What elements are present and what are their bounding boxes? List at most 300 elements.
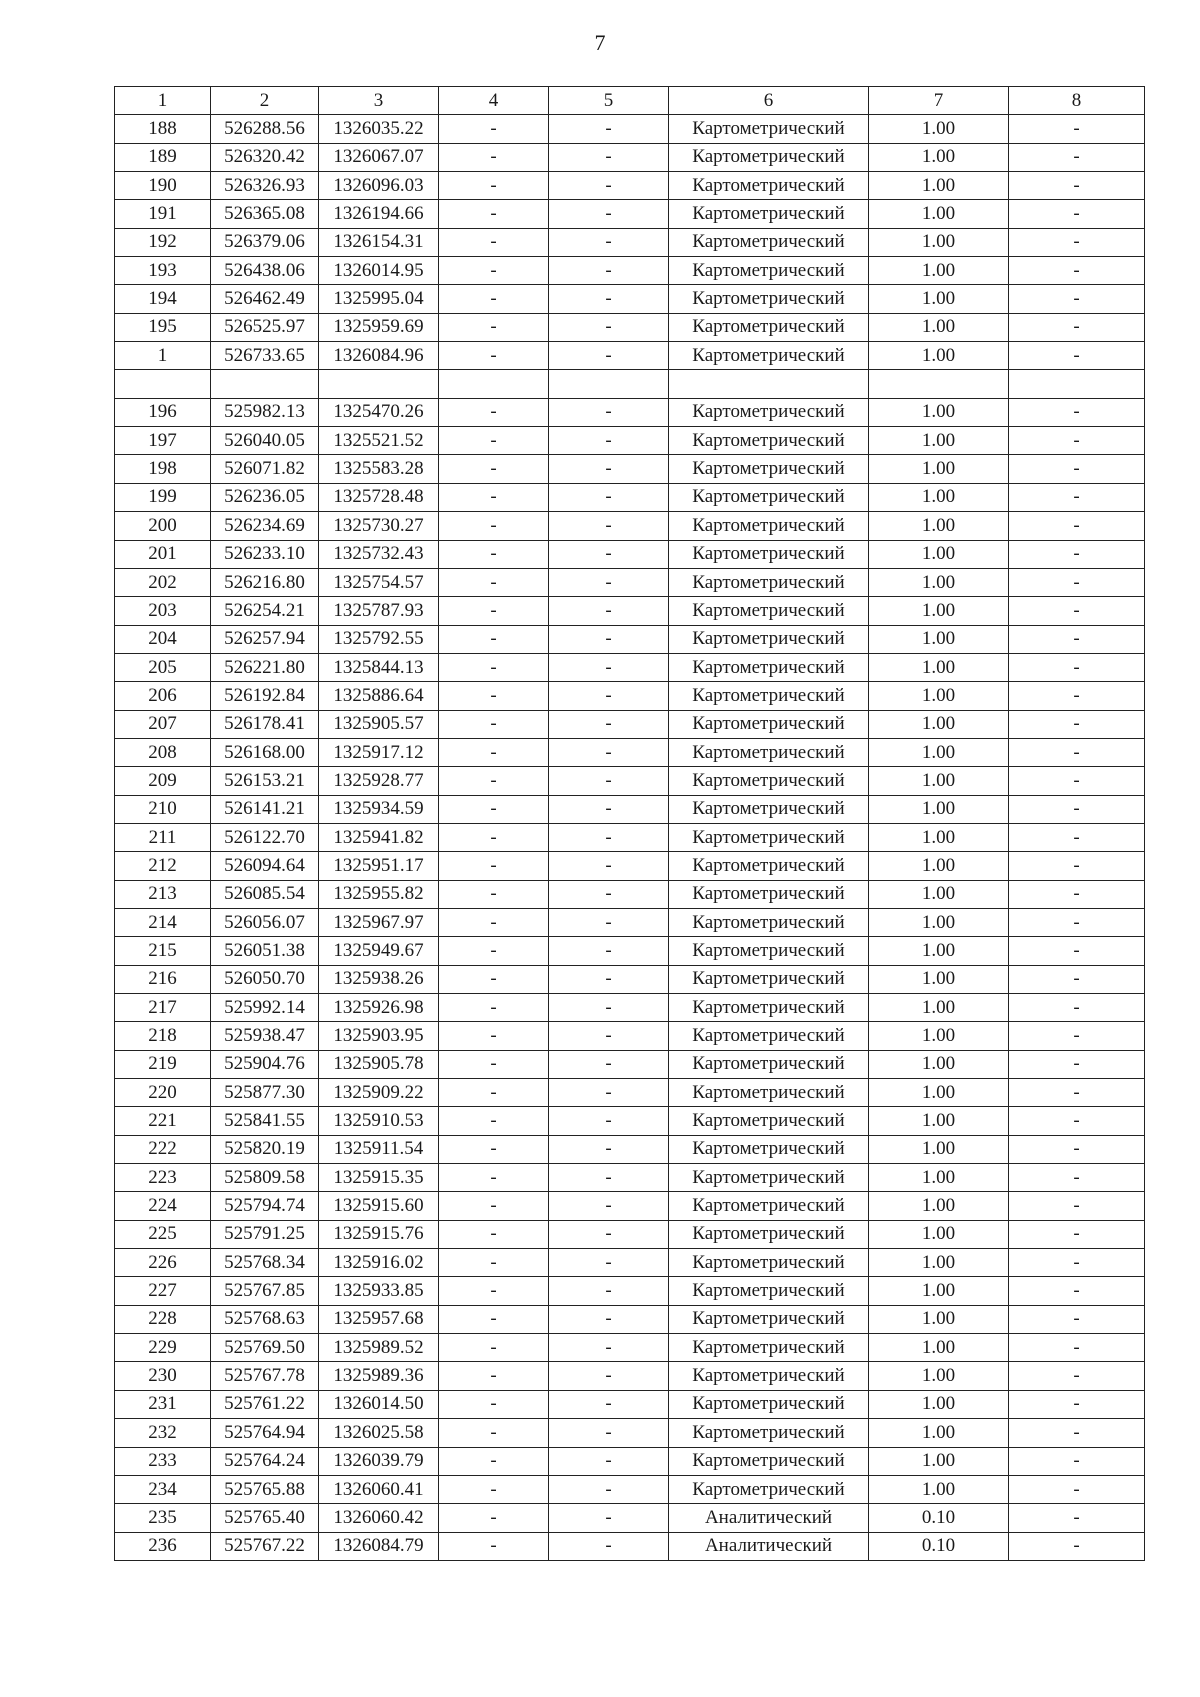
coord-y-cell: 1325934.59: [319, 795, 439, 823]
table-row: [115, 1362, 1145, 1390]
col4-cell: -: [439, 1447, 549, 1475]
col5-cell: -: [549, 653, 669, 681]
table-row: [115, 1079, 1145, 1107]
col4-cell: -: [439, 653, 549, 681]
coord-y-cell: 1325754.57: [319, 568, 439, 596]
col5-cell: -: [549, 342, 669, 370]
col4-cell: -: [439, 625, 549, 653]
coord-y-cell: 1326060.41: [319, 1475, 439, 1503]
coord-y-cell: 1326067.07: [319, 143, 439, 171]
precision-cell: 1.00: [869, 1107, 1009, 1135]
col4-cell: -: [439, 880, 549, 908]
point-number-cell: 222: [115, 1135, 211, 1163]
coord-x-cell: 526050.70: [211, 965, 319, 993]
precision-cell: 1.00: [869, 228, 1009, 256]
point-number-cell: 233: [115, 1447, 211, 1475]
precision-cell: 1.00: [869, 625, 1009, 653]
coord-x-cell: 526153.21: [211, 767, 319, 795]
col5-cell: -: [549, 1305, 669, 1333]
precision-cell: 1.00: [869, 398, 1009, 426]
method-cell: Картометрический: [669, 1447, 869, 1475]
method-cell: Картометрический: [669, 313, 869, 341]
precision-cell: 1.00: [869, 257, 1009, 285]
point-number-cell: [115, 370, 211, 398]
precision-cell: 1.00: [869, 1390, 1009, 1418]
coord-x-cell: 526438.06: [211, 257, 319, 285]
table-row: [115, 512, 1145, 540]
method-cell: Картометрический: [669, 1220, 869, 1248]
method-cell: Картометрический: [669, 965, 869, 993]
col4-cell: -: [439, 398, 549, 426]
col5-cell: -: [549, 200, 669, 228]
column-number-cell: 5: [549, 87, 669, 115]
point-number-cell: 199: [115, 483, 211, 511]
table-row: [115, 427, 1145, 455]
col5-cell: -: [549, 285, 669, 313]
col5-cell: -: [549, 625, 669, 653]
method-cell: Картометрический: [669, 568, 869, 596]
table-row: [115, 653, 1145, 681]
col4-cell: [439, 370, 549, 398]
table-row: [115, 313, 1145, 341]
col8-cell: -: [1009, 1135, 1145, 1163]
col4-cell: -: [439, 1164, 549, 1192]
table-row: [115, 965, 1145, 993]
col8-cell: -: [1009, 653, 1145, 681]
coord-y-cell: 1325909.22: [319, 1079, 439, 1107]
col4-cell: -: [439, 540, 549, 568]
col4-cell: -: [439, 285, 549, 313]
coord-x-cell: 525767.85: [211, 1277, 319, 1305]
coord-x-cell: 525761.22: [211, 1390, 319, 1418]
col4-cell: -: [439, 115, 549, 143]
col5-cell: -: [549, 512, 669, 540]
table-row: [115, 738, 1145, 766]
coord-y-cell: 1325941.82: [319, 823, 439, 851]
coord-y-cell: 1326035.22: [319, 115, 439, 143]
col8-cell: -: [1009, 1050, 1145, 1078]
table-row: [115, 937, 1145, 965]
method-cell: Картометрический: [669, 540, 869, 568]
coord-y-cell: 1325886.64: [319, 682, 439, 710]
column-number-cell: 2: [211, 87, 319, 115]
point-number-cell: 189: [115, 143, 211, 171]
precision-cell: 1.00: [869, 1334, 1009, 1362]
coord-x-cell: 525877.30: [211, 1079, 319, 1107]
col5-cell: -: [549, 937, 669, 965]
precision-cell: 1.00: [869, 1447, 1009, 1475]
col8-cell: -: [1009, 1164, 1145, 1192]
col5-cell: -: [549, 1135, 669, 1163]
coord-x-cell: 525764.24: [211, 1447, 319, 1475]
col8-cell: -: [1009, 1334, 1145, 1362]
col8-cell: -: [1009, 1220, 1145, 1248]
col4-cell: -: [439, 1022, 549, 1050]
col8-cell: [1009, 370, 1145, 398]
precision-cell: 1.00: [869, 767, 1009, 795]
col8-cell: -: [1009, 568, 1145, 596]
point-number-cell: 1: [115, 342, 211, 370]
table-row: [115, 115, 1145, 143]
point-number-cell: 212: [115, 852, 211, 880]
col8-cell: -: [1009, 823, 1145, 851]
col4-cell: -: [439, 795, 549, 823]
col8-cell: -: [1009, 427, 1145, 455]
col4-cell: -: [439, 1419, 549, 1447]
col8-cell: -: [1009, 540, 1145, 568]
table-row: [115, 172, 1145, 200]
method-cell: Картометрический: [669, 653, 869, 681]
col4-cell: -: [439, 738, 549, 766]
method-cell: Аналитический: [669, 1504, 869, 1532]
coord-x-cell: 525841.55: [211, 1107, 319, 1135]
table-row: [115, 1050, 1145, 1078]
point-number-cell: 190: [115, 172, 211, 200]
precision-cell: 1.00: [869, 994, 1009, 1022]
coord-x-cell: 526141.21: [211, 795, 319, 823]
point-number-cell: 219: [115, 1050, 211, 1078]
col8-cell: -: [1009, 1277, 1145, 1305]
method-cell: Картометрический: [669, 1390, 869, 1418]
col5-cell: -: [549, 228, 669, 256]
precision-cell: 1.00: [869, 1164, 1009, 1192]
point-number-cell: 210: [115, 795, 211, 823]
table-row: [115, 1192, 1145, 1220]
col5-cell: -: [549, 1022, 669, 1050]
point-number-cell: 230: [115, 1362, 211, 1390]
coord-y-cell: 1325967.97: [319, 908, 439, 936]
col8-cell: -: [1009, 710, 1145, 738]
precision-cell: 1.00: [869, 1135, 1009, 1163]
coord-x-cell: 525768.63: [211, 1305, 319, 1333]
col8-cell: -: [1009, 994, 1145, 1022]
coord-x-cell: 526178.41: [211, 710, 319, 738]
col4-cell: -: [439, 1334, 549, 1362]
point-number-cell: 215: [115, 937, 211, 965]
col8-cell: -: [1009, 1362, 1145, 1390]
col4-cell: -: [439, 143, 549, 171]
column-number-cell: 4: [439, 87, 549, 115]
precision-cell: 1.00: [869, 512, 1009, 540]
col8-cell: -: [1009, 937, 1145, 965]
coord-y-cell: 1325732.43: [319, 540, 439, 568]
coord-x-cell: 525820.19: [211, 1135, 319, 1163]
col5-cell: -: [549, 313, 669, 341]
table-row: [115, 767, 1145, 795]
point-number-cell: 188: [115, 115, 211, 143]
col4-cell: -: [439, 1220, 549, 1248]
col4-cell: -: [439, 1305, 549, 1333]
precision-cell: 1.00: [869, 143, 1009, 171]
method-cell: Картометрический: [669, 937, 869, 965]
col8-cell: -: [1009, 1107, 1145, 1135]
coord-x-cell: 526071.82: [211, 455, 319, 483]
col5-cell: -: [549, 823, 669, 851]
table-row: [115, 823, 1145, 851]
table-row: [115, 257, 1145, 285]
method-cell: Картометрический: [669, 483, 869, 511]
col5-cell: -: [549, 965, 669, 993]
precision-cell: 1.00: [869, 1475, 1009, 1503]
col8-cell: -: [1009, 965, 1145, 993]
col4-cell: -: [439, 1192, 549, 1220]
col4-cell: -: [439, 1107, 549, 1135]
coord-y-cell: 1325905.78: [319, 1050, 439, 1078]
col5-cell: -: [549, 143, 669, 171]
col5-cell: -: [549, 1504, 669, 1532]
coord-x-cell: 526094.64: [211, 852, 319, 880]
coord-y-cell: 1325955.82: [319, 880, 439, 908]
point-number-cell: 198: [115, 455, 211, 483]
col4-cell: -: [439, 1390, 549, 1418]
col8-cell: -: [1009, 738, 1145, 766]
method-cell: Картометрический: [669, 1050, 869, 1078]
precision-cell: 1.00: [869, 115, 1009, 143]
precision-cell: 1.00: [869, 597, 1009, 625]
col8-cell: -: [1009, 115, 1145, 143]
col8-cell: -: [1009, 1532, 1145, 1560]
column-number-cell: 6: [669, 87, 869, 115]
col5-cell: -: [549, 172, 669, 200]
coord-y-cell: 1326014.95: [319, 257, 439, 285]
precision-cell: 1.00: [869, 1362, 1009, 1390]
point-number-cell: 208: [115, 738, 211, 766]
point-number-cell: 192: [115, 228, 211, 256]
coord-x-cell: 526168.00: [211, 738, 319, 766]
col4-cell: -: [439, 994, 549, 1022]
method-cell: Картометрический: [669, 1277, 869, 1305]
table-row: [115, 1532, 1145, 1560]
point-number-cell: 213: [115, 880, 211, 908]
col5-cell: -: [549, 795, 669, 823]
coord-x-cell: 526320.42: [211, 143, 319, 171]
point-number-cell: 206: [115, 682, 211, 710]
col8-cell: -: [1009, 313, 1145, 341]
precision-cell: 1.00: [869, 1022, 1009, 1050]
table-row: [115, 710, 1145, 738]
point-number-cell: 211: [115, 823, 211, 851]
coord-x-cell: 526221.80: [211, 653, 319, 681]
col4-cell: -: [439, 965, 549, 993]
table-row: [115, 228, 1145, 256]
col8-cell: -: [1009, 625, 1145, 653]
table-row: [115, 1135, 1145, 1163]
coord-y-cell: 1326025.58: [319, 1419, 439, 1447]
col4-cell: -: [439, 1532, 549, 1560]
separator-row: [115, 370, 1145, 398]
col8-cell: -: [1009, 1390, 1145, 1418]
point-number-cell: 235: [115, 1504, 211, 1532]
col5-cell: -: [549, 1447, 669, 1475]
col5-cell: [549, 370, 669, 398]
coord-y-cell: 1325957.68: [319, 1305, 439, 1333]
coord-y-cell: 1325728.48: [319, 483, 439, 511]
method-cell: Аналитический: [669, 1532, 869, 1560]
precision-cell: 1.00: [869, 1192, 1009, 1220]
coord-y-cell: 1325583.28: [319, 455, 439, 483]
col4-cell: -: [439, 1362, 549, 1390]
precision-cell: 1.00: [869, 653, 1009, 681]
coord-y-cell: 1326096.03: [319, 172, 439, 200]
col4-cell: -: [439, 228, 549, 256]
col8-cell: -: [1009, 1504, 1145, 1532]
precision-cell: 1.00: [869, 285, 1009, 313]
table-row: [115, 880, 1145, 908]
coord-x-cell: 526365.08: [211, 200, 319, 228]
col4-cell: -: [439, 455, 549, 483]
precision-cell: 1.00: [869, 1079, 1009, 1107]
precision-cell: 1.00: [869, 880, 1009, 908]
precision-cell: 0.10: [869, 1504, 1009, 1532]
col8-cell: -: [1009, 1022, 1145, 1050]
col4-cell: -: [439, 1050, 549, 1078]
col4-cell: -: [439, 767, 549, 795]
coord-x-cell: 525765.88: [211, 1475, 319, 1503]
column-number-cell: 7: [869, 87, 1009, 115]
col5-cell: -: [549, 908, 669, 936]
col5-cell: -: [549, 257, 669, 285]
coord-x-cell: 526122.70: [211, 823, 319, 851]
col8-cell: -: [1009, 172, 1145, 200]
col5-cell: -: [549, 1107, 669, 1135]
precision-cell: 1.00: [869, 455, 1009, 483]
method-cell: Картометрический: [669, 738, 869, 766]
table-row: [115, 398, 1145, 426]
coord-y-cell: 1325844.13: [319, 653, 439, 681]
precision-cell: 1.00: [869, 540, 1009, 568]
precision-cell: 1.00: [869, 682, 1009, 710]
coord-x-cell: 525982.13: [211, 398, 319, 426]
coord-x-cell: 525764.94: [211, 1419, 319, 1447]
method-cell: Картометрический: [669, 398, 869, 426]
col4-cell: -: [439, 483, 549, 511]
table-row: [115, 1220, 1145, 1248]
coord-x-cell: 526525.97: [211, 313, 319, 341]
col4-cell: -: [439, 200, 549, 228]
coord-y-cell: 1326084.79: [319, 1532, 439, 1560]
table-row: [115, 852, 1145, 880]
method-cell: Картометрический: [669, 512, 869, 540]
col5-cell: -: [549, 427, 669, 455]
precision-cell: 1.00: [869, 568, 1009, 596]
col4-cell: -: [439, 710, 549, 738]
coord-y-cell: 1326154.31: [319, 228, 439, 256]
point-number-cell: 226: [115, 1249, 211, 1277]
method-cell: Картометрический: [669, 823, 869, 851]
col4-cell: -: [439, 852, 549, 880]
precision-cell: 1.00: [869, 1277, 1009, 1305]
table-row: [115, 1164, 1145, 1192]
method-cell: Картометрический: [669, 342, 869, 370]
coord-y-cell: 1325951.17: [319, 852, 439, 880]
coord-y-cell: 1325933.85: [319, 1277, 439, 1305]
method-cell: Картометрический: [669, 597, 869, 625]
precision-cell: 1.00: [869, 795, 1009, 823]
method-cell: Картометрический: [669, 1334, 869, 1362]
point-number-cell: 193: [115, 257, 211, 285]
coord-y-cell: 1325792.55: [319, 625, 439, 653]
method-cell: Картометрический: [669, 994, 869, 1022]
col8-cell: -: [1009, 1249, 1145, 1277]
col5-cell: -: [549, 1277, 669, 1305]
precision-cell: 1.00: [869, 738, 1009, 766]
coord-y-cell: 1325903.95: [319, 1022, 439, 1050]
table-body: [115, 87, 1145, 1561]
col8-cell: -: [1009, 852, 1145, 880]
precision-cell: 1.00: [869, 908, 1009, 936]
method-cell: Картометрический: [669, 1419, 869, 1447]
coord-x-cell: 525767.78: [211, 1362, 319, 1390]
col5-cell: -: [549, 1192, 669, 1220]
coord-x-cell: 526040.05: [211, 427, 319, 455]
table-row: [115, 1475, 1145, 1503]
col8-cell: -: [1009, 682, 1145, 710]
coord-x-cell: 526234.69: [211, 512, 319, 540]
coord-y-cell: 1325989.52: [319, 1334, 439, 1362]
coord-x-cell: 525992.14: [211, 994, 319, 1022]
coord-x-cell: 526462.49: [211, 285, 319, 313]
col8-cell: -: [1009, 795, 1145, 823]
col8-cell: -: [1009, 455, 1145, 483]
method-cell: Картометрический: [669, 200, 869, 228]
table-row: [115, 1504, 1145, 1532]
point-number-cell: 225: [115, 1220, 211, 1248]
col5-cell: -: [549, 455, 669, 483]
precision-cell: 1.00: [869, 965, 1009, 993]
point-number-cell: 201: [115, 540, 211, 568]
coord-y-cell: 1325470.26: [319, 398, 439, 426]
precision-cell: 1.00: [869, 172, 1009, 200]
col8-cell: -: [1009, 512, 1145, 540]
method-cell: Картометрический: [669, 1107, 869, 1135]
table-row: [115, 908, 1145, 936]
coord-x-cell: [211, 370, 319, 398]
point-number-cell: 221: [115, 1107, 211, 1135]
column-number-header-row: [115, 87, 1145, 115]
col5-cell: -: [549, 1362, 669, 1390]
method-cell: Картометрический: [669, 285, 869, 313]
col5-cell: -: [549, 1334, 669, 1362]
col4-cell: -: [439, 257, 549, 285]
point-number-cell: 231: [115, 1390, 211, 1418]
point-number-cell: 197: [115, 427, 211, 455]
method-cell: Картометрический: [669, 1135, 869, 1163]
precision-cell: 1.00: [869, 313, 1009, 341]
coord-y-cell: 1325521.52: [319, 427, 439, 455]
col4-cell: -: [439, 597, 549, 625]
precision-cell: 1.00: [869, 200, 1009, 228]
precision-cell: 1.00: [869, 937, 1009, 965]
point-number-cell: 223: [115, 1164, 211, 1192]
coord-y-cell: 1325911.54: [319, 1135, 439, 1163]
coord-x-cell: 526379.06: [211, 228, 319, 256]
coord-x-cell: 526326.93: [211, 172, 319, 200]
method-cell: Картометрический: [669, 1079, 869, 1107]
table-row: [115, 994, 1145, 1022]
col5-cell: -: [549, 1079, 669, 1107]
table-row: [115, 285, 1145, 313]
col5-cell: -: [549, 1249, 669, 1277]
coord-y-cell: 1326194.66: [319, 200, 439, 228]
table-row: [115, 483, 1145, 511]
col5-cell: -: [549, 1390, 669, 1418]
precision-cell: 1.00: [869, 1220, 1009, 1248]
table-row: [115, 1390, 1145, 1418]
precision-cell: 1.00: [869, 1419, 1009, 1447]
table-row: [115, 1334, 1145, 1362]
col5-cell: -: [549, 398, 669, 426]
coord-y-cell: 1325916.02: [319, 1249, 439, 1277]
